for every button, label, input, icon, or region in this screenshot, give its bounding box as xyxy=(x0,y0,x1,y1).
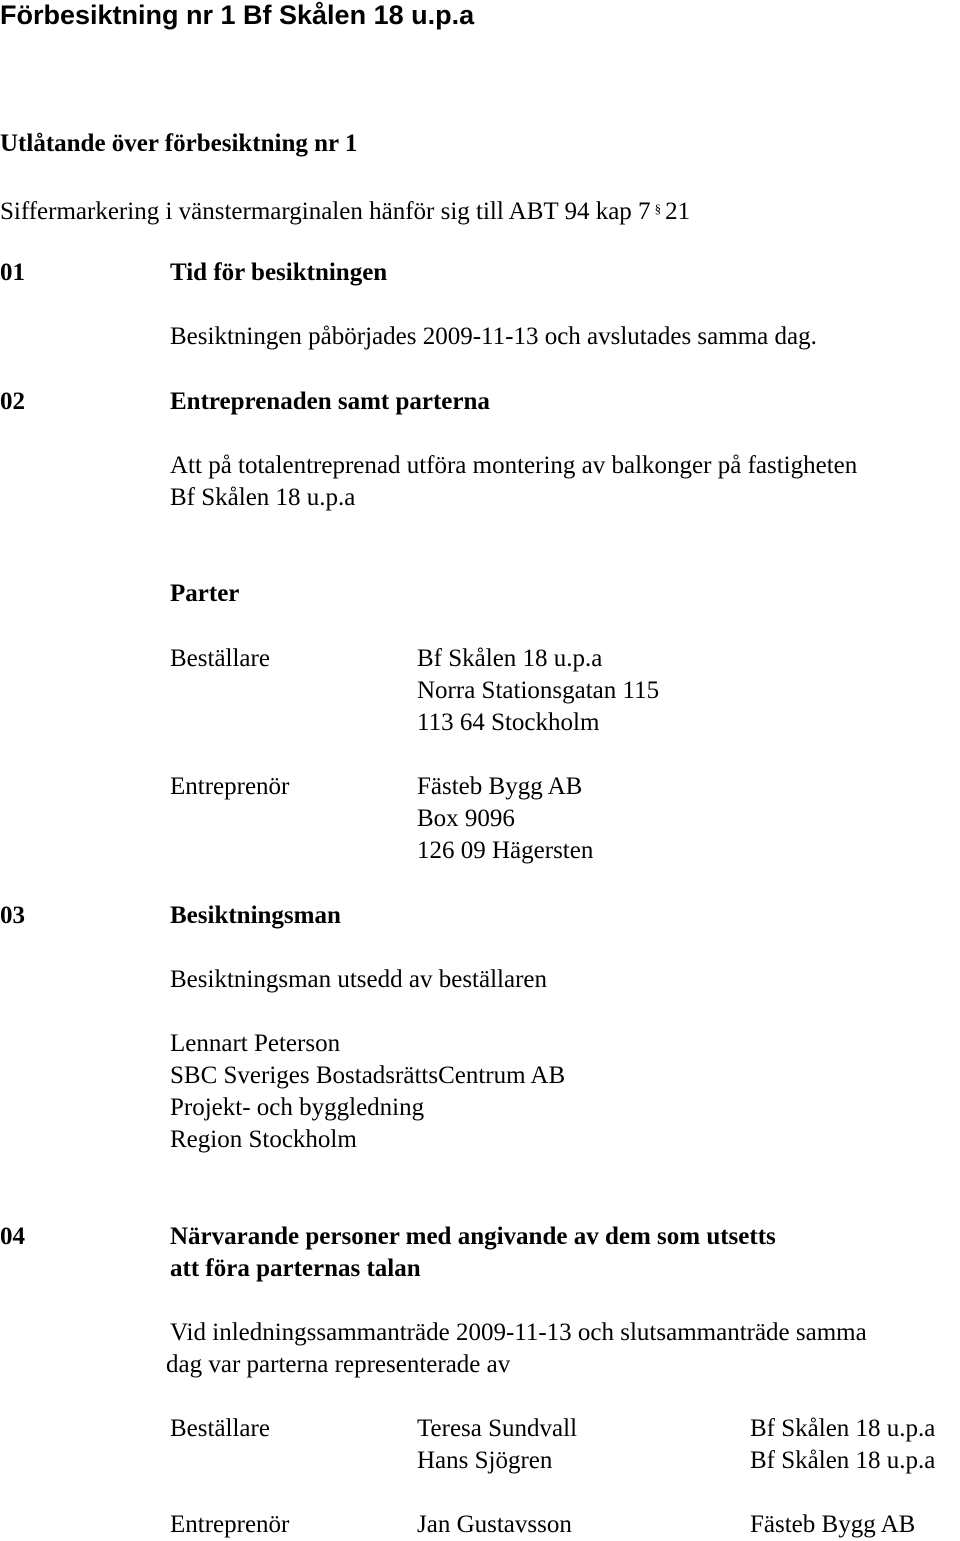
section-text-03-intro: Besiktningsman utsedd av beställaren xyxy=(170,966,548,993)
inspector-line: SBC Sveriges BostadsrättsCentrum AB xyxy=(170,1062,566,1089)
reference-text: Siffermarkering i vänstermarginalen hänför sig till ABT 94 kap 7 xyxy=(0,198,651,225)
section-heading-04-line2: att föra parternas talan xyxy=(170,1255,421,1282)
bestallare-address-line: 113 64 Stockholm xyxy=(417,709,600,736)
representative-name: Teresa Sundvall xyxy=(417,1415,578,1442)
representative-name: Jan Gustavsson xyxy=(417,1511,572,1538)
entreprenor-address-line: 126 09 Hägersten xyxy=(417,837,594,864)
inspector-line: Projekt- och byggledning xyxy=(170,1094,425,1121)
representative-name: Hans Sjögren xyxy=(417,1447,553,1474)
inspector-line: Lennart Peterson xyxy=(170,1030,341,1057)
document-title: Förbesiktning nr 1 Bf Skålen 18 u.p.a xyxy=(0,0,475,30)
paragraph-symbol-icon: § xyxy=(654,201,660,216)
reference-line xyxy=(0,193,690,228)
reference-number: 21 xyxy=(665,198,691,225)
section-heading-01: Tid för besiktningen xyxy=(170,259,388,286)
bestallare-address-line: Norra Stationsgatan 115 xyxy=(417,677,660,704)
entreprenor-address-line: Box 9096 xyxy=(417,805,515,832)
inspector-line: Region Stockholm xyxy=(170,1126,357,1153)
section-number-04: 04 xyxy=(0,1223,25,1250)
entreprenor-label: Entreprenör xyxy=(170,773,290,800)
bestallare-label: Beställare xyxy=(170,645,270,672)
representative-role: Beställare xyxy=(170,1415,270,1442)
section-text-02-line1: Att på totalentreprenad utföra montering av balkonger på fastigheten xyxy=(170,452,858,479)
representative-role: Entreprenör xyxy=(170,1511,290,1538)
representative-org: Bf Skålen 18 u.p.a xyxy=(750,1447,936,1474)
parter-heading: Parter xyxy=(170,580,240,607)
section-number-03: 03 xyxy=(0,902,25,929)
representative-org: Bf Skålen 18 u.p.a xyxy=(750,1415,936,1442)
section-heading-03: Besiktningsman xyxy=(170,902,341,929)
entreprenor-address-line: Fästeb Bygg AB xyxy=(417,773,583,800)
section-text-02-line2: Bf Skålen 18 u.p.a xyxy=(170,484,356,511)
section-text-01: Besiktningen påbörjades 2009-11-13 och avslutades samma dag. xyxy=(170,323,817,350)
bestallare-address-line: Bf Skålen 18 u.p.a xyxy=(417,645,603,672)
representative-org: Fästeb Bygg AB xyxy=(750,1511,916,1538)
document-heading: Utlåtande över förbesiktning nr 1 xyxy=(0,130,358,157)
section-heading-04-line1: Närvarande personer med angivande av dem som utsetts xyxy=(170,1223,776,1250)
section-text-04-line1: Vid inledningssammanträde 2009-11-13 och slutsammanträde samma xyxy=(170,1319,867,1346)
section-heading-02: Entreprenaden samt parterna xyxy=(170,388,490,415)
section-text-04-line2: dag var parterna representerade av xyxy=(166,1351,511,1378)
section-number-02: 02 xyxy=(0,388,25,415)
section-number-01: 01 xyxy=(0,259,25,286)
